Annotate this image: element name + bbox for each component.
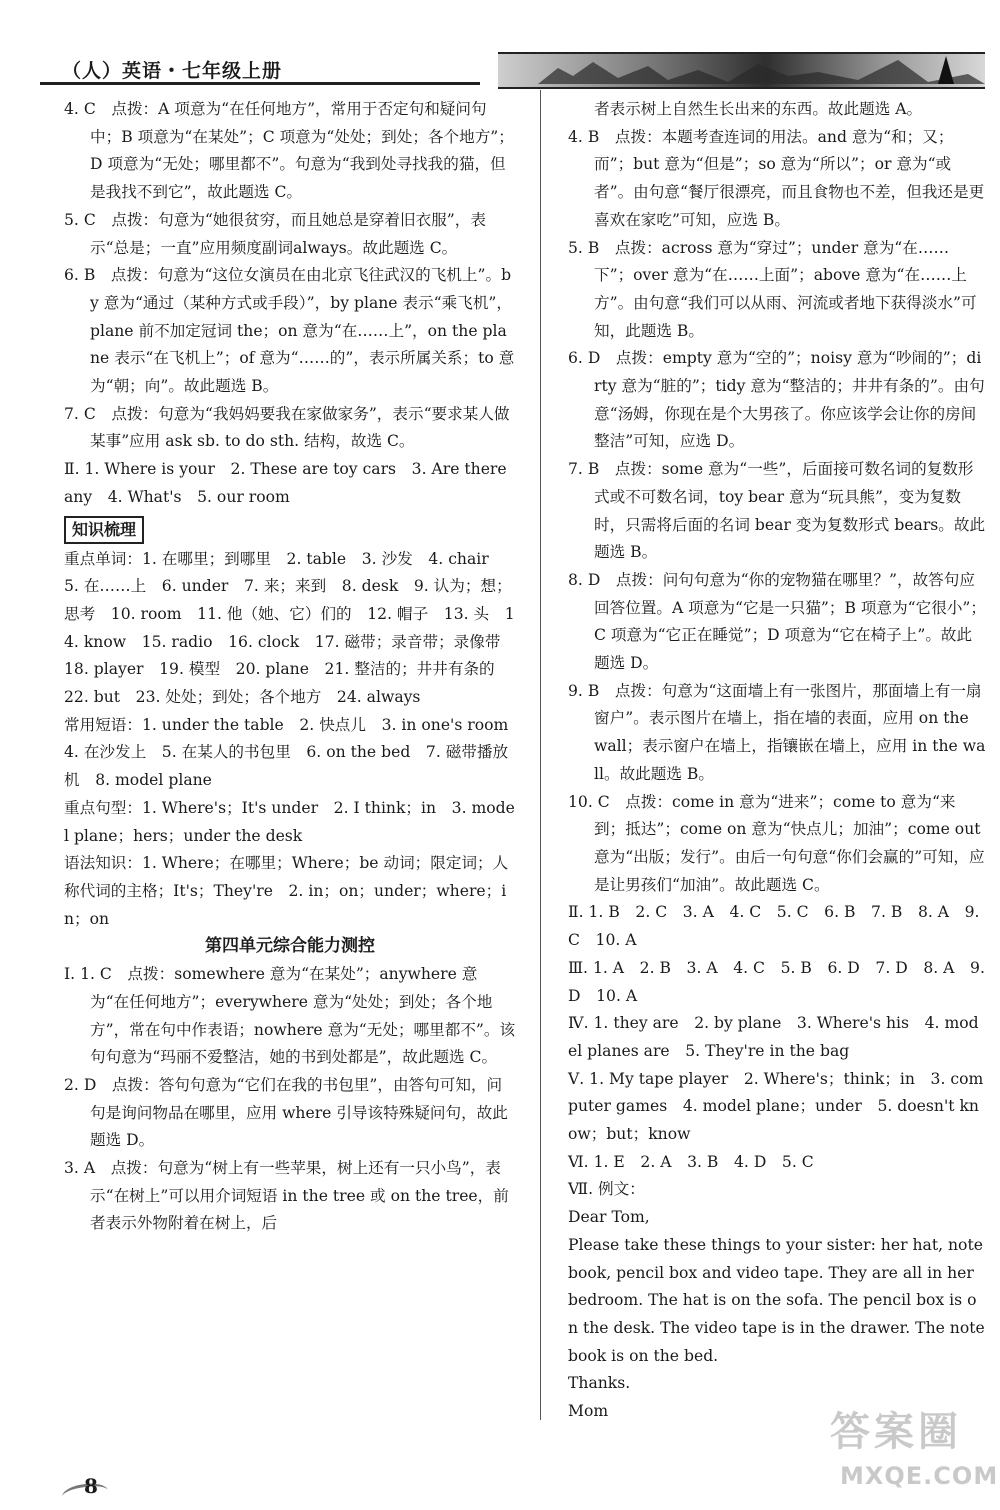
answer-paragraph: Ⅳ. 1. they are 2. by plane 3. Where's his 4. model planes are 5. They're in the bag [568, 1014, 979, 1060]
answer-paragraph: 3. A 点拨：句意为“树上有一些苹果，树上还有一只小鸟”，表示“在树上”可以用介词短语 in the tree 或 on the tree，前者表示外物附着在树上，后 [64, 1159, 509, 1233]
watermark [812, 1396, 999, 1500]
answer-paragraph: Ⅲ. 1. A 2. B 3. A 4. C 5. B 6. D 7. D 8. A 9. D 10. A [568, 958, 985, 1005]
watermark-logo-text: 答案圈 [830, 1409, 962, 1455]
section-heading-wrapper [64, 512, 516, 546]
left-column [64, 96, 524, 1238]
header-rule [40, 82, 480, 85]
answer-paragraph: 4. B 点拨：本题考查连词的用法。and 意为“和；又；而”；but 意为“但是”；so 意为“所以”；or 意为“或者”。由句意“餐厅很漂亮，而且食物也不差，但我还是更喜欢在家吃”可知，应选 B。 [568, 127, 985, 229]
answer-paragraph: 者表示树上自然生长出来的东西。故此题选 A。 [594, 100, 923, 118]
answer-paragraph: Ⅴ. 1. My tape player 2. Where's；think；in 3. computer games 4. model plane；under 5. doesn't know；but；know [568, 1069, 984, 1144]
answer-paragraph: 5. C 点拨：句意为“她很贫穷，而且她总是穿着旧衣服”，表示“总是；一直”应用频度副词always。故此题选 C。 [64, 210, 486, 257]
answer-paragraph: Please take these things to your sister: her hat, notebook, pencil box and video tape. They are all in her bedroom. The hat is on the sofa. The pencil box is on the desk. The video tape is in the drawer. The notebook is on the bed. [568, 1235, 985, 1365]
answer-paragraph: 语法知识：1. Where；在哪里；Where；be 动词；限定词；人称代词的主格；It's；They're 2. in；on；under；where；in；on [64, 854, 509, 928]
header-title: （人）英语・七年级上册 [62, 60, 283, 82]
answer-paragraph: 6. D 点拨：empty 意为“空的”；noisy 意为“吵闹的”；dirty 意为“脏的”；tidy 意为“整洁的；井井有条的”。由句意“汤姆，你现在是个大男孩了。你应该学会让你的房间整洁”可知，应选 D。 [568, 349, 985, 451]
answer-paragraph: 5. B 点拨：across 意为“穿过”；under 意为“在……下”；over 意为“在……上面”；above 意为“在……上方”。由句意“我们可以从雨、河流或者地下获得淡水”可知，此题选 B。 [568, 238, 977, 340]
answer-paragraph: Thanks. [568, 1374, 631, 1393]
page-number [62, 1474, 124, 1502]
answer-paragraph: Ⅱ. 1. Where is your 2. These are toy cars 3. Are there any 4. What's 5. our room [64, 460, 507, 506]
answer-paragraph: 重点句型：1. Where's；It's under 2. I think；in 3. model plane；hers；under the desk [64, 798, 515, 845]
page-number-text: 8 [84, 1474, 98, 1498]
column-divider [540, 90, 541, 1420]
cityscape-illustration-icon [498, 54, 985, 87]
watermark-url: MXQE.COM [840, 1462, 999, 1490]
answer-paragraph: Ⅰ. 1. C 点拨：somewhere 意为“在某处”；anywhere 意为“在任何地方”；everywhere 意为“处处；到处；各个地方”，常在句中作表语；nowhere 意为“无处；哪里都不”。该句句意为“玛丽不爱整洁，她的书到处都是”，故此题选 C。 [64, 965, 516, 1067]
answer-paragraph: 4. C 点拨：A 项意为“在任何地方”，常用于否定句和疑问句中；B 项意为“在某处”；C 项意为“处处；到处；各个地方”；D 项意为“无处；哪里都不”。句意为“我到处寻找我的猫，但是我找不到它”，故此题选 C。 [64, 100, 514, 202]
answer-paragraph: Ⅱ. 1. B 2. C 3. A 4. C 5. C 6. B 7. B 8. A 9. C 10. A [568, 903, 980, 950]
right-column [568, 96, 986, 1426]
answer-paragraph: Dear Tom, [568, 1208, 650, 1227]
answer-paragraph: 10. C 点拨：come in 意为“进来”；come to 意为“来到；抵达”；come on 意为“快点儿；加油”；come out 意为“出版；发行”。由后一句句意“你们会赢的”可知，应是让男孩们“加油”。故此题选 C。 [568, 792, 985, 894]
section-title: 第四单元综合能力测控 [205, 936, 375, 957]
page-header [40, 52, 985, 86]
answer-paragraph: 6. B 点拨：句意为“这位女演员在由北京飞往武汉的飞机上”。by 意为“通过（某种方式或手段）”，by plane 表示“乘飞机”，plane 前不加定冠词 the；on 意为“在……上”，on the plane 表示“在飞机上”；of 意为“……的”，表示所属关系；to 意为“朝；向”。故此题选 B。 [64, 266, 515, 396]
answer-paragraph: Ⅵ. 1. E 2. A 3. B 4. D 5. C [568, 1152, 814, 1171]
answer-paragraph: Mom [568, 1402, 609, 1421]
answer-paragraph: 8. D 点拨：问句句意为“你的宠物猫在哪里？”，故答句应回答位置。A 项意为“它是一只猫”；B 项意为“它很小”；C 项意为“它正在睡觉”；D 项意为“它在椅子上”。故此题选 D。 [568, 570, 986, 673]
answer-paragraph: Ⅶ. 例文： [568, 1180, 645, 1199]
answer-paragraph: 2. D 点拨：答句句意为“它们在我的书包里”，由答句可知，问句是询问物品在哪里，应用 where 引导该特殊疑问句，故此题选 D。 [64, 1075, 508, 1150]
header-banner-image [498, 52, 985, 89]
answer-paragraph: 常用短语：1. under the table 2. 快点儿 3. in one's room 4. 在沙发上 5. 在某人的书包里 6. on the bed 7. 磁带播放机 8. model plane [64, 715, 524, 790]
answer-paragraph: 7. B 点拨：some 意为“一些”，后面接可数名词的复数形式或不可数名词，toy bear 意为“玩具熊”，变为复数时，只需将后面的名词 bear 变为复数形式 bears。故此题选 B。 [568, 460, 986, 562]
answer-paragraph: 9. B 点拨：句意为“这面墙上有一张图片，那面墙上有一扇窗户”。表示图片在墙上，指在墙的表面，应用 on the wall；表示窗户在墙上，指镶嵌在墙上，应用 in the wall。故此题选 B。 [568, 681, 986, 783]
answer-paragraph: 7. C 点拨：句意为“我妈妈要我在家做家务”，表示“要求某人做某事”应用 ask sb. to do sth. 结构，故选 C。 [64, 404, 510, 451]
section-heading: 知识梳理 [64, 516, 144, 544]
answer-paragraph: 重点单词：1. 在哪里；到哪里 2. table 3. 沙发 4. chair 5. 在……上 6. under 7. 来；来到 8. desk 9. 认为；想；思考 10. room 11. 他（她、它）们的 12. 帽子 13. 头 14. know 15. radio 16. clock 17. 磁带；录音带；录像带 18. player 19. 模型 20. plane 21. 整洁的；井井有条的 22. but 23. 处处；到处；各个地方 24. always [64, 549, 517, 707]
